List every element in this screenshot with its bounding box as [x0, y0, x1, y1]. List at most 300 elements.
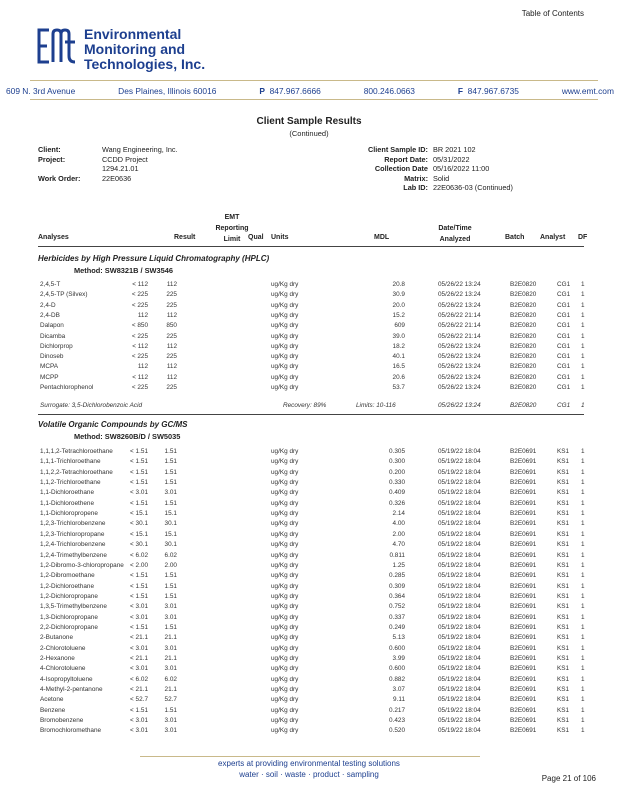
cell-units: ug/Kg dry — [271, 541, 299, 549]
cell-analyst: KS1 — [557, 686, 570, 694]
cell-date: 05/26/22 13:24 — [438, 342, 481, 350]
cell-lim: 1.51 — [164, 623, 177, 631]
cell-mdl: 18.2 — [392, 342, 405, 350]
cell-lim: 1.51 — [164, 592, 177, 600]
sample-info-values — [433, 145, 513, 193]
cell-lim: 3.01 — [164, 665, 177, 673]
cell-res: < 3.01 — [130, 717, 148, 725]
cell-date: 05/19/22 18:04 — [438, 479, 481, 487]
cell-mdl: 20.6 — [392, 373, 405, 381]
table-row — [38, 363, 584, 373]
cell-analyst: CG1 — [557, 342, 571, 350]
cell-df: 1 — [581, 665, 585, 673]
cell-units: ug/Kg dry — [271, 510, 299, 518]
address-bar — [6, 86, 614, 96]
cell-an: Bromochloromethane — [40, 727, 102, 735]
cell-res: < 3.01 — [130, 727, 148, 735]
cell-date: 05/19/22 18:04 — [438, 499, 481, 507]
cell-an: 4-Methyl-2-pentanone — [40, 686, 103, 694]
address-divider — [30, 99, 598, 100]
cell-date: 05/19/22 18:04 — [438, 530, 481, 538]
cell-batch: B2E0691 — [510, 582, 537, 590]
cell-analyst: KS1 — [557, 603, 570, 611]
cell-analyst: KS1 — [557, 510, 570, 518]
col-result: Result — [174, 234, 196, 241]
cell-analyst: KS1 — [557, 706, 570, 714]
cell-an: Acetone — [40, 696, 64, 704]
cell-analyst: CG1 — [557, 363, 571, 371]
table-row — [38, 593, 584, 603]
cell-an: 1,2-Dichloroethane — [40, 582, 94, 590]
table-of-contents-link[interactable]: Table of Contents — [521, 9, 584, 18]
cell-an: 1,2,3-Trichloropropane — [40, 530, 105, 538]
cell-date: 05/19/22 18:04 — [438, 551, 481, 559]
cell-res: < 1.51 — [130, 572, 148, 580]
collection-date: 05/16/2022 11:00 — [433, 164, 490, 174]
cell-lim: 225 — [166, 332, 177, 340]
cell-batch: B2E0820 — [510, 384, 537, 391]
cell-date: 05/19/22 18:04 — [438, 582, 481, 590]
cell-analyst: KS1 — [557, 572, 570, 580]
table-row — [38, 686, 584, 696]
cell-date: 05/19/22 18:04 — [438, 696, 481, 704]
cell-analyst: CG1 — [557, 311, 571, 319]
cell-date: 05/19/22 18:04 — [438, 448, 481, 455]
table-row — [38, 583, 584, 593]
section-voc-title: Volatile Organic Compounds by GC/MS — [38, 420, 188, 429]
cell-mdl: 2.00 — [392, 530, 405, 538]
table-row — [38, 510, 584, 520]
cell-analyst: KS1 — [557, 499, 570, 507]
cell-res: < 1.51 — [130, 706, 148, 714]
cell-an: 1,3,5-Trimethylbenzene — [40, 603, 107, 611]
cell-mdl: 4.00 — [392, 520, 405, 528]
cell-units: ug/Kg dry — [271, 291, 299, 299]
cell-df: 1 — [581, 541, 585, 549]
cell-res: < 1.51 — [130, 479, 148, 487]
cell-df: 1 — [581, 510, 585, 518]
client-info: Client: Project: Work Order: — [38, 145, 81, 183]
cell-lim: 225 — [166, 353, 177, 361]
cell-date: 05/19/22 18:04 — [438, 623, 481, 631]
cell-batch: B2E0691 — [510, 686, 537, 694]
cell-an: 1,2-Dibromoethane — [40, 572, 95, 580]
cell-an: 1,2-Dibromo-3-chloropropane — [40, 561, 124, 569]
cell-lim: 112 — [166, 373, 177, 381]
table-row — [38, 458, 584, 468]
cell-lim: 3.01 — [164, 727, 177, 735]
cell-df: 1 — [581, 332, 585, 340]
table-row — [38, 603, 584, 613]
cell-res: < 6.02 — [130, 675, 148, 683]
cell-lim: 1.51 — [164, 706, 177, 714]
cell-res: < 1.51 — [130, 592, 148, 600]
cell-date: 05/26/22 13:24 — [438, 353, 481, 361]
client-sample-id: BR 2021 102 — [433, 145, 476, 154]
cell-units: ug/Kg dry — [271, 706, 299, 714]
cell-an: 2,2-Dichloropropane — [40, 623, 98, 631]
cell-mdl: 0.409 — [389, 489, 405, 497]
cell-units: ug/Kg dry — [271, 572, 299, 580]
cell-lim: 3.01 — [164, 603, 177, 611]
cell-units: ug/Kg dry — [271, 582, 299, 590]
table-row — [38, 552, 584, 562]
footer-tagline: experts at providing environmental testing solutions — [218, 759, 400, 768]
cell-df: 1 — [581, 727, 585, 735]
cell-batch: B2E0691 — [510, 675, 537, 683]
cell-res: < 2.00 — [130, 561, 148, 569]
cell-lim: 1.51 — [164, 582, 177, 590]
cell-res: < 1.51 — [130, 499, 148, 507]
cell-date: 05/19/22 18:04 — [438, 655, 481, 662]
cell-an: Dinoseb — [40, 353, 64, 361]
cell-mdl: 39.0 — [392, 332, 405, 340]
cell-df: 1 — [581, 281, 585, 288]
cell-mdl: 3.99 — [392, 655, 405, 662]
cell-mdl: 20.0 — [392, 301, 405, 309]
cell-df: 1 — [581, 530, 585, 538]
cell-df: 1 — [581, 291, 585, 299]
cell-batch: B2E0820 — [510, 332, 537, 340]
cell-batch: B2E0691 — [510, 644, 537, 652]
cell-res: < 3.01 — [130, 603, 148, 611]
cell-analyst: KS1 — [557, 541, 570, 549]
cell-df: 1 — [581, 479, 585, 487]
cell-analyst: KS1 — [557, 561, 570, 569]
cell-lim: 112 — [166, 281, 177, 288]
cell-mdl: 0.330 — [389, 479, 405, 487]
cell-mdl: 9.11 — [393, 696, 405, 704]
cell-batch: B2E0691 — [510, 530, 537, 538]
cell-units: ug/Kg dry — [271, 458, 299, 466]
cell-mdl: 0.305 — [389, 448, 405, 455]
header-rule — [38, 246, 584, 247]
company-name — [84, 27, 205, 72]
col-units: Units — [271, 234, 289, 241]
cell-batch: B2E0691 — [510, 510, 537, 518]
cell-df: 1 — [581, 572, 585, 580]
cell-res: < 21.1 — [130, 686, 148, 694]
cell-df: 1 — [581, 623, 585, 631]
cell-res: < 112 — [132, 373, 148, 381]
surrogate-row: Surrogate: 3,5-Dichlorobenzoic Acid Recovery: 89% Limits: 10-116 05/26/22 13:24 B2E0820 CG1 1 — [40, 402, 585, 409]
cell-res: < 30.1 — [130, 520, 148, 528]
table-row — [38, 322, 584, 332]
col-analyst: Analyst — [540, 234, 566, 241]
cell-an: Benzene — [40, 706, 66, 714]
cell-units: ug/Kg dry — [271, 686, 299, 694]
cell-analyst: KS1 — [557, 717, 570, 725]
cell-mdl: 15.2 — [392, 311, 405, 319]
cell-date: 05/19/22 18:04 — [438, 541, 481, 549]
cell-df: 1 — [581, 561, 585, 569]
cell-analyst: CG1 — [557, 291, 571, 299]
cell-analyst: KS1 — [557, 551, 570, 559]
table-row — [38, 645, 584, 655]
cell-units: ug/Kg dry — [271, 301, 299, 309]
cell-df: 1 — [581, 551, 585, 559]
table-row — [38, 696, 584, 706]
cell-analyst: KS1 — [557, 623, 570, 631]
cell-units: ug/Kg dry — [271, 603, 299, 611]
cell-df: 1 — [581, 499, 585, 507]
cell-df: 1 — [581, 353, 585, 361]
project-number: 1294.21.01 — [102, 164, 139, 174]
cell-date: 05/19/22 18:04 — [438, 613, 481, 621]
cell-date: 05/19/22 18:04 — [438, 458, 481, 466]
cell-lim: 1.51 — [164, 448, 177, 455]
cell-analyst: KS1 — [557, 468, 570, 476]
cell-df: 1 — [581, 322, 585, 330]
cell-date: 05/19/22 18:04 — [438, 644, 481, 652]
cell-df: 1 — [581, 675, 585, 683]
cell-df: 1 — [581, 696, 585, 704]
cell-df: 1 — [581, 489, 585, 497]
cell-units: ug/Kg dry — [271, 520, 299, 528]
cell-res: < 3.01 — [130, 665, 148, 673]
cell-batch: B2E0691 — [510, 603, 537, 611]
cell-mdl: 16.5 — [392, 363, 405, 371]
table-row — [38, 281, 584, 291]
cell-res: < 15.1 — [130, 510, 148, 518]
cell-lim: 225 — [166, 384, 177, 391]
cell-units: ug/Kg dry — [271, 322, 299, 330]
cell-res: < 21.1 — [130, 634, 148, 642]
website-link[interactable]: www.emt.com — [561, 86, 614, 96]
col-qual: Qual — [248, 234, 264, 241]
cell-lim: 30.1 — [164, 541, 177, 549]
cell-an: 4-Isopropyltoluene — [40, 675, 93, 683]
cell-analyst: KS1 — [557, 675, 570, 683]
cell-res: < 225 — [131, 291, 148, 299]
table-row — [38, 572, 584, 582]
cell-an: 2,4,5-T — [40, 281, 61, 288]
work-order-value: 22E0636 — [102, 173, 132, 183]
cell-analyst: CG1 — [557, 322, 571, 330]
cell-date: 05/19/22 18:04 — [438, 561, 481, 569]
cell-an: 2-Chlorotoluene — [40, 644, 86, 652]
cell-res: < 225 — [131, 384, 148, 391]
cell-an: 1,1-Dichloroethane — [40, 489, 94, 497]
cell-analyst: KS1 — [557, 479, 570, 487]
cell-batch: B2E0820 — [510, 311, 537, 319]
cell-analyst: KS1 — [557, 613, 570, 621]
cell-an: Dicamba — [40, 332, 66, 340]
cell-units: ug/Kg dry — [271, 561, 299, 569]
cell-an: 2,4-D — [40, 301, 56, 309]
cell-mdl: 3.07 — [392, 686, 405, 694]
cell-an: 2,4-DB — [40, 311, 60, 319]
cell-units: ug/Kg dry — [271, 363, 299, 371]
cell-units: ug/Kg dry — [271, 665, 299, 673]
cell-lim: 1.51 — [164, 468, 177, 476]
table-row — [38, 665, 584, 675]
cell-date: 05/19/22 18:04 — [438, 592, 481, 600]
report-subtitle: (Continued) — [289, 129, 329, 138]
cell-df: 1 — [581, 301, 585, 309]
cell-date: 05/26/22 13:24 — [438, 363, 481, 371]
cell-lim: 3.01 — [164, 644, 177, 652]
section-voc-method: Method: SW8260B/D / SW5035 — [74, 432, 181, 441]
table-row — [38, 500, 584, 510]
cell-df: 1 — [581, 311, 585, 319]
cell-lim: 112 — [166, 311, 177, 319]
cell-lim: 6.02 — [164, 675, 177, 683]
cell-mdl: 0.520 — [389, 727, 405, 735]
cell-batch: B2E0691 — [510, 613, 537, 621]
table-row — [38, 489, 584, 499]
cell-date: 05/19/22 18:04 — [438, 717, 481, 725]
cell-df: 1 — [581, 717, 585, 725]
client-value: Wang Engineering, Inc. — [102, 145, 178, 154]
table-row — [38, 531, 584, 541]
fax: F 847.967.6735 — [457, 86, 519, 96]
cell-res: < 225 — [131, 301, 148, 309]
cell-batch: B2E0691 — [510, 561, 537, 569]
table-row — [38, 717, 584, 727]
cell-mdl: 0.309 — [389, 582, 405, 590]
cell-lim: 112 — [166, 363, 177, 371]
report-date: 05/31/2022 — [433, 154, 470, 164]
cell-units: ug/Kg dry — [271, 551, 299, 559]
cell-res: < 1.51 — [130, 458, 148, 466]
cell-batch: B2E0691 — [510, 489, 537, 497]
cell-mdl: 0.337 — [389, 613, 405, 621]
cell-lim: 1.51 — [164, 499, 177, 507]
table-row — [38, 312, 584, 322]
cell-df: 1 — [581, 634, 585, 642]
cell-units: ug/Kg dry — [271, 530, 299, 538]
cell-batch: B2E0820 — [510, 342, 537, 350]
col-mdl: MDL — [374, 234, 390, 241]
cell-batch: B2E0820 — [510, 291, 537, 299]
cell-batch: B2E0691 — [510, 458, 537, 466]
cell-an: 1,1,2-Trichloroethane — [40, 479, 101, 487]
cell-units: ug/Kg dry — [271, 468, 299, 476]
cell-an: 1,1,1,2-Tetrachloroethane — [40, 448, 113, 455]
emt-logo-icon — [35, 26, 77, 66]
cell-date: 05/19/22 18:04 — [438, 706, 481, 714]
cell-lim: 21.1 — [164, 634, 177, 642]
cell-batch: B2E0691 — [510, 592, 537, 600]
cell-an: Dichlorprop — [40, 342, 73, 350]
cell-batch: B2E0820 — [510, 353, 537, 361]
cell-df: 1 — [581, 342, 585, 350]
cell-batch: B2E0691 — [510, 448, 537, 455]
cell-date: 05/19/22 18:04 — [438, 603, 481, 611]
cell-analyst: CG1 — [557, 353, 571, 361]
cell-res: < 21.1 — [130, 655, 148, 662]
cell-res: < 225 — [131, 332, 148, 340]
cell-df: 1 — [581, 458, 585, 466]
cell-analyst: KS1 — [557, 727, 570, 735]
cell-res: < 15.1 — [130, 530, 148, 538]
page-number: Page 21 of 106 — [541, 774, 596, 783]
cell-df: 1 — [581, 603, 585, 611]
cell-date: 05/26/22 21:14 — [438, 332, 481, 340]
cell-lim: 3.01 — [164, 717, 177, 725]
col-df: DF — [578, 234, 588, 241]
cell-df: 1 — [581, 592, 585, 600]
cell-units: ug/Kg dry — [271, 613, 299, 621]
cell-batch: B2E0691 — [510, 706, 537, 714]
cell-units: ug/Kg dry — [271, 592, 299, 600]
cell-mdl: 0.326 — [389, 499, 405, 507]
cell-date: 05/19/22 18:04 — [438, 468, 481, 476]
cell-df: 1 — [581, 706, 585, 714]
cell-units: ug/Kg dry — [271, 499, 299, 507]
table-row — [38, 291, 584, 301]
cell-batch: B2E0691 — [510, 696, 537, 704]
cell-units: ug/Kg dry — [271, 373, 299, 381]
cell-analyst: KS1 — [557, 655, 570, 662]
cell-mdl: 1.25 — [392, 561, 405, 569]
cell-df: 1 — [581, 448, 585, 455]
table-row — [38, 520, 584, 530]
cell-mdl: 5.13 — [392, 634, 405, 642]
cell-batch: B2E0820 — [510, 301, 537, 309]
cell-mdl: 53.7 — [392, 384, 405, 391]
cell-batch: B2E0691 — [510, 551, 537, 559]
cell-df: 1 — [581, 582, 585, 590]
cell-date: 05/26/22 13:24 — [438, 281, 481, 288]
col-batch: Batch — [505, 234, 525, 241]
footer-services: water · soil · waste · product · sampling — [239, 770, 379, 779]
cell-units: ug/Kg dry — [271, 281, 299, 288]
cell-analyst: CG1 — [557, 373, 571, 381]
cell-lim: 15.1 — [164, 530, 177, 538]
cell-date: 05/19/22 18:04 — [438, 727, 481, 735]
cell-df: 1 — [581, 373, 585, 381]
cell-analyst: KS1 — [557, 644, 570, 652]
cell-res: < 112 — [132, 281, 148, 288]
table-row — [38, 302, 584, 312]
cell-lim: 15.1 — [164, 510, 177, 518]
cell-mdl: 0.200 — [389, 468, 405, 476]
cell-df: 1 — [581, 468, 585, 476]
cell-lim: 1.51 — [164, 479, 177, 487]
cell-batch: B2E0691 — [510, 479, 537, 487]
cell-units: ug/Kg dry — [271, 644, 299, 652]
cell-batch: B2E0820 — [510, 322, 537, 330]
cell-units: ug/Kg dry — [271, 342, 299, 350]
client-values — [102, 145, 178, 183]
cell-an: 1,1,2,2-Tetrachloroethane — [40, 468, 113, 476]
cell-df: 1 — [581, 384, 585, 391]
cell-units: ug/Kg dry — [271, 384, 299, 391]
cell-an: 1,1-Dichloroethene — [40, 499, 94, 507]
cell-res: < 1.51 — [130, 468, 148, 476]
table-row — [38, 655, 584, 665]
cell-lim: 21.1 — [164, 686, 177, 694]
cell-res: < 30.1 — [130, 541, 148, 549]
cell-df: 1 — [581, 363, 585, 371]
section-herbicides-method: Method: SW8321B / SW3546 — [74, 266, 173, 275]
cell-batch: B2E0691 — [510, 727, 537, 735]
table-row — [38, 634, 584, 644]
cell-batch: B2E0691 — [510, 468, 537, 476]
cell-lim: 3.01 — [164, 613, 177, 621]
company-name-line1: Environmental — [84, 26, 182, 42]
cell-an: 1,2-Dichloropropane — [40, 592, 98, 600]
cell-mdl: 0.364 — [389, 592, 405, 600]
cell-mdl: 0.423 — [389, 717, 405, 725]
cell-units: ug/Kg dry — [271, 489, 299, 497]
cell-analyst: KS1 — [557, 458, 570, 466]
table-row — [38, 384, 584, 394]
cell-an: Pentachlorophenol — [40, 384, 94, 391]
table-row — [38, 448, 584, 458]
